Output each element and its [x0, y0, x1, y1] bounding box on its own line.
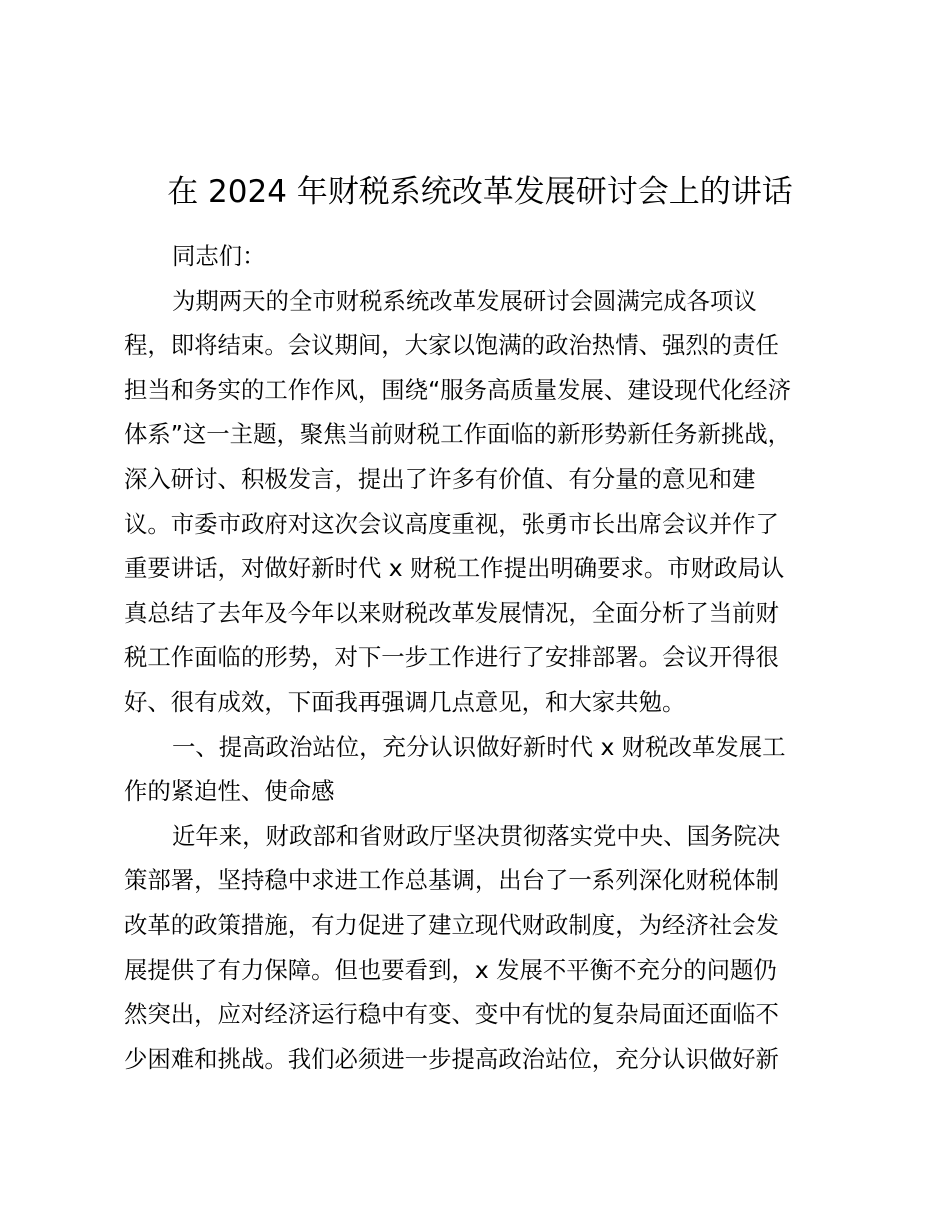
text-line: 同志们： [172, 242, 266, 270]
text-line: 担当和务实的工作作风，围绕“服务高质量发展、建设现代化经济 [124, 375, 792, 404]
text-line: 重要讲话，对做好新时代 x 财税工作提出明确要求。市财政局认 [124, 554, 785, 583]
text-line: 策部署，坚持稳中求进工作总基调，出台了一系列深化财税体制 [124, 866, 779, 895]
text-line: 展提供了有力保障。但也要看到，x 发展不平衡不充分的问题仍 [124, 955, 777, 984]
text-line: 深入研讨、积极发言，提出了许多有价值、有分量的意见和建 [124, 464, 756, 493]
section-heading-line: 作的紧迫性、使命感 [124, 777, 335, 806]
text-line: 真总结了去年及今年以来财税改革发展情况，全面分析了当前财 [124, 598, 779, 627]
text-line: 好、很有成效，下面我再强调几点意见，和大家共勉。 [124, 687, 686, 716]
text-line: 少困难和挑战。我们必须进一步提高政治站位，充分认识做好新 [124, 1044, 779, 1073]
text-line: 税工作面临的形势，对下一步工作进行了安排部署。会议开得很 [124, 643, 779, 672]
section-heading-line: 一、提高政治站位，充分认识做好新时代 x 财税改革发展工 [172, 732, 786, 761]
document-body [124, 234, 834, 1081]
text-line: 为期两天的全市财税系统改革发展研讨会圆满完成各项议 [172, 286, 757, 315]
text-line: 议。市委市政府对这次会议高度重视，张勇市长出席会议并作了 [124, 509, 779, 538]
text-line: 体系”这一主题，聚焦当前财税工作面临的新形势新任务新挑战， [124, 420, 792, 449]
text-line: 程，即将结束。会议期间，大家以饱满的政治热情、强烈的责任 [124, 331, 779, 360]
text-line: 改革的政策措施，有力促进了建立现代财政制度，为经济社会发 [124, 910, 779, 939]
document-title: 在 2024 年财税系统改革发展研讨会上的讲话 [167, 174, 793, 210]
text-line: 然突出，应对经济运行稳中有变、变中有忧的复杂局面还面临不 [124, 1000, 779, 1029]
text-line: 近年来，财政部和省财政厅坚决贯彻落实党中央、国务院决 [172, 821, 781, 850]
